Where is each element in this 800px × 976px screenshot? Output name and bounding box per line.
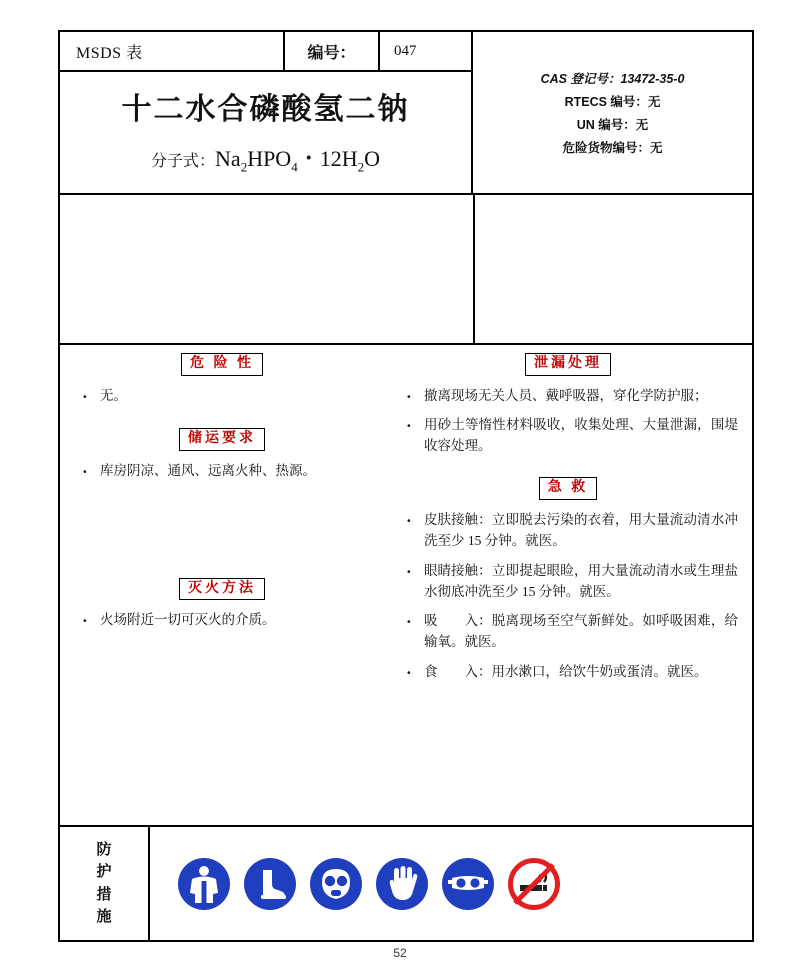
list-item <box>398 561 738 603</box>
fire-title-wrap <box>74 578 370 601</box>
safety-boots-icon <box>244 858 296 910</box>
firstaid-text: ：立即提起眼睑，用大量流动清水或生理盐水彻底冲洗至少 15 分钟。就医。 <box>424 562 738 599</box>
formula-label: 分子式： <box>151 153 216 170</box>
section-title-fire: 灭火方法 <box>179 578 265 601</box>
molecular-formula <box>60 142 471 175</box>
header-right-identifiers <box>473 32 752 193</box>
leak-list <box>398 386 738 458</box>
firstaid-title-wrap <box>398 477 738 500</box>
chemical-name: 十二水合磷酸氢二钠 <box>121 93 410 126</box>
section-title-leak: 泄漏处理 <box>525 353 611 376</box>
storage-title-wrap <box>74 428 370 451</box>
firstaid-label: 食 入 <box>424 664 478 680</box>
protection-label <box>60 827 150 940</box>
ppe-icon-row <box>150 827 752 940</box>
band-divider <box>473 195 475 343</box>
right-column <box>380 345 752 825</box>
protection-label-char: 措 <box>96 885 112 903</box>
leak-title-wrap <box>398 353 738 376</box>
msds-table <box>58 30 754 942</box>
firstaid-text: ：用水漱口，给饮牛奶或蛋清。就医。 <box>478 664 708 680</box>
header-top-strip <box>60 32 471 72</box>
number-label: 编号： <box>285 32 380 70</box>
firstaid-list <box>398 510 738 683</box>
list-item: · 火场附近一切可灭火的介质。 <box>74 610 370 631</box>
blank-properties-band <box>60 195 752 345</box>
safety-goggles-icon <box>442 858 494 910</box>
page-number: 52 <box>393 946 407 960</box>
hazard-title-wrap <box>74 353 370 376</box>
list-item: · 无。 <box>74 386 370 407</box>
doc-type-label: MSDS 表 <box>60 32 285 70</box>
list-item: · 库房阴凉、通风、远离火种、热源。 <box>74 461 370 482</box>
firstaid-text: ：立即脱去污染的衣着，用大量流动清水冲洗至少 15 分钟。就医。 <box>424 511 738 548</box>
list-item <box>398 611 738 653</box>
section-title-storage: 储运要求 <box>179 428 265 451</box>
firstaid-label: 皮肤接触 <box>424 511 478 527</box>
protection-label-char: 护 <box>96 863 112 880</box>
list-item: · 撤离现场无关人员、戴呼吸器，穿化学防护服； <box>398 386 738 407</box>
protective-suit-icon <box>178 858 230 910</box>
protection-measures-row <box>60 827 752 940</box>
list-item <box>398 510 738 552</box>
formula-value: $Na_2HPO_4$・$12H_2O$ <box>215 146 380 175</box>
left-column <box>60 345 380 825</box>
number-value: 047 <box>394 42 417 59</box>
protection-label-char: 防 <box>96 840 112 858</box>
list-item: · 用砂土等惰性材料吸收，收集处理、大量泄漏，围堤收容处理。 <box>398 415 738 457</box>
fire-list <box>74 610 370 631</box>
protection-label-char: 施 <box>96 908 112 925</box>
firstaid-label: 吸 入 <box>424 613 478 629</box>
un-number: UN 编号：无 <box>576 118 649 132</box>
section-title-firstaid: 急 救 <box>539 477 598 500</box>
firstaid-label: 眼睛接触 <box>424 562 478 578</box>
section-title-hazard: 危 险 性 <box>181 353 263 376</box>
hazard-list <box>74 386 370 407</box>
header-left <box>60 32 473 193</box>
rtecs-number: RTECS 编号：无 <box>564 95 661 109</box>
storage-list <box>74 461 370 482</box>
header-block <box>60 32 752 195</box>
dangerous-goods-number: 危险货物编号：无 <box>562 141 663 155</box>
firstaid-text: ：脱离现场至空气新鲜处。如呼吸困难，给输氧。就医。 <box>424 613 738 650</box>
no-smoking-icon <box>508 858 560 910</box>
respirator-icon <box>310 858 362 910</box>
body-block <box>60 345 752 827</box>
list-item <box>398 662 738 683</box>
safety-gloves-icon <box>376 858 428 910</box>
cas-number: CAS 登记号：13472-35-0 <box>540 72 685 86</box>
